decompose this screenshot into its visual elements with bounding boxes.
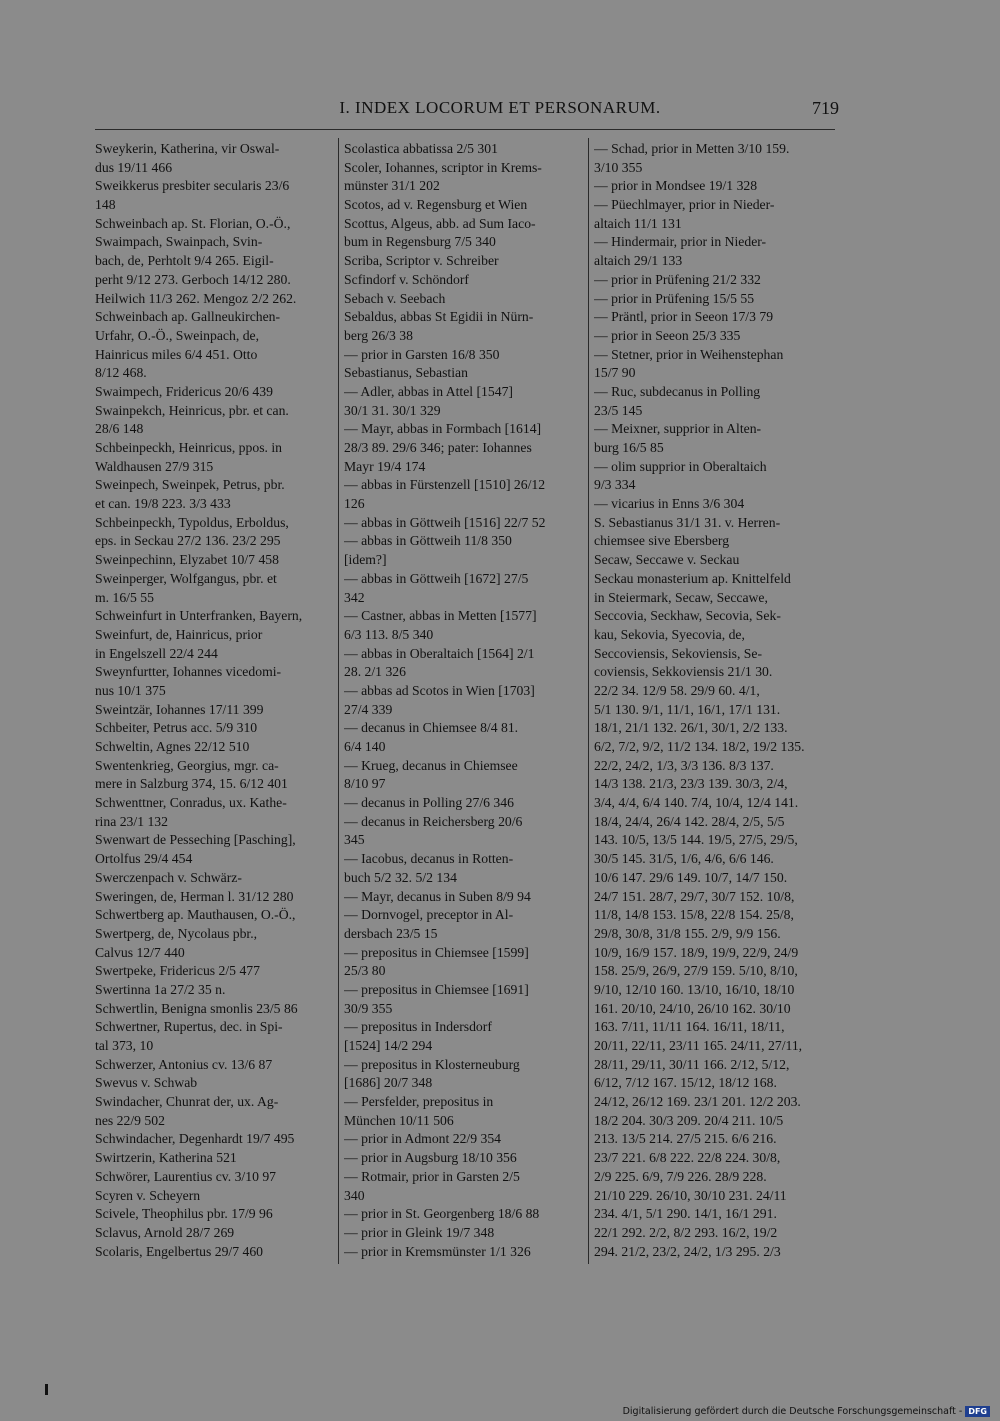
index-line: — Krueg, decanus in Chiemsee <box>344 757 518 773</box>
index-line: 21/10 229. 26/10, 30/10 231. 24/11 <box>594 1187 787 1203</box>
index-line: — prior in St. Georgenberg 18/6 88 <box>344 1206 540 1222</box>
index-line: — abbas in Oberaltaich [1564] 2/1 <box>344 645 535 661</box>
index-line: — prepositus in Chiemsee [1691] <box>344 981 529 997</box>
index-line: [1524] 14/2 294 <box>344 1038 433 1053</box>
index-line: — prepositus in Indersdorf <box>344 1019 492 1035</box>
index-line: Schbeinpeckh, Typoldus, Erboldus, <box>95 514 289 530</box>
index-line: [1686] 20/7 348 <box>344 1075 433 1091</box>
index-line: in Steiermark, Secaw, Seccawe, <box>594 589 768 605</box>
index-line: — Iacobus, decanus in Rotten- <box>344 851 514 867</box>
index-line: — Castner, abbas in Metten [1577] <box>344 608 537 624</box>
index-line: 22/2 34. 12/9 58. 29/9 60. 4/1, <box>594 682 760 698</box>
index-line: Sclavus, Arnold 28/7 269 <box>95 1224 235 1240</box>
index-line: Sebaldus, abbas St Egidii in Nürn- <box>344 309 534 325</box>
index-line: 30/5 145. 31/5, 1/6, 4/6, 6/6 146. <box>594 851 774 867</box>
index-line: 6/3 113. 8/5 340 <box>344 626 434 642</box>
index-line: 14/3 138. 21/3, 23/3 139. 30/3, 2/4, <box>594 776 788 792</box>
index-line: S. Sebastianus 31/1 31. v. Herren- <box>594 514 781 530</box>
index-line: 6/4 140 <box>344 739 386 754</box>
index-line: — prior in Gleink 19/7 348 <box>344 1224 495 1240</box>
index-line: 30/9 355 <box>344 1000 393 1016</box>
index-line: Schweinbach ap. St. Florian, O.-Ö., <box>95 215 291 231</box>
index-line: Scfindorf v. Schöndorf <box>344 271 469 287</box>
index-line: Schwertberg ap. Mauthausen, O.-Ö., <box>95 907 296 923</box>
index-column-3 <box>594 140 836 1261</box>
index-line: Waldhausen 27/9 315 <box>95 458 214 474</box>
index-line: — Meixner, supprior in Alten- <box>594 421 762 437</box>
index-line: — Persfelder, prepositus in <box>344 1094 494 1110</box>
scan-mark <box>45 1384 48 1395</box>
index-line: 8/12 468. <box>95 365 147 381</box>
index-line: 234. 4/1, 5/1 290. 14/1, 16/1 291. <box>594 1206 777 1222</box>
index-line: Schwerzer, Antonius cv. 13/6 87 <box>95 1056 273 1072</box>
index-line: Swainpekch, Heinricus, pbr. et can. <box>95 402 289 418</box>
index-column-1 <box>95 140 333 1261</box>
index-line: altaich 11/1 131 <box>594 215 682 231</box>
index-column-2 <box>344 140 584 1261</box>
index-line: — abbas ad Scotos in Wien [1703] <box>344 682 535 698</box>
index-line: 10/9, 16/9 157. 18/9, 19/9, 22/9, 24/9 <box>594 944 799 960</box>
index-line: Schwertlin, Benigna smonlis 23/5 86 <box>95 1000 298 1016</box>
index-line: 161. 20/10, 24/10, 26/10 162. 30/10 <box>594 1000 791 1016</box>
index-line: Swaimpech, Fridericus 20/6 439 <box>95 383 273 399</box>
index-line: m. 16/5 55 <box>95 589 154 605</box>
index-line: burg 16/5 85 <box>594 440 664 455</box>
index-line: 18/4, 24/4, 26/4 142. 28/4, 2/5, 5/5 <box>594 813 785 829</box>
index-line: Scolastica abbatissa 2/5 301 <box>344 141 498 156</box>
index-line: Scolaris, Engelbertus 29/7 460 <box>95 1243 264 1259</box>
index-line: Schwörer, Laurentius cv. 3/10 97 <box>95 1168 277 1184</box>
index-line: — decanus in Polling 27/6 346 <box>344 795 514 811</box>
index-line: 29/8, 30/8, 31/8 155. 2/9, 9/9 156. <box>594 925 781 941</box>
index-line: — Mayr, abbas in Formbach [1614] <box>344 421 542 437</box>
index-line: tal 373, 10 <box>95 1038 154 1053</box>
index-line: — Rotmair, prior in Garsten 2/5 <box>344 1168 520 1184</box>
index-line: Sweinpech, Sweinpek, Petrus, pbr. <box>95 477 285 493</box>
index-line: coviensis, Sekkoviensis 21/1 30. <box>594 664 773 680</box>
index-line: Seccovia, Seckhaw, Secovia, Sek- <box>594 608 781 624</box>
index-line: — prior in Prüfening 21/2 332 <box>594 271 761 287</box>
index-line: 158. 25/9, 26/9, 27/9 159. 5/10, 8/10, <box>594 963 798 979</box>
index-line: 8/10 97 <box>344 776 386 792</box>
index-line: 20/11, 22/11, 23/11 165. 24/11, 27/11, <box>594 1038 803 1053</box>
index-line: Schweinbach ap. Gallneukirchen- <box>95 309 281 325</box>
index-line: 24/12, 26/12 169. 23/1 201. 12/2 203. <box>594 1094 801 1110</box>
index-line: Schwenttner, Conradus, ux. Kathe- <box>95 795 287 811</box>
running-title: I. INDEX LOCORUM ET PERSONARUM. <box>339 98 661 117</box>
index-line: Sweinfurt, de, Hainricus, prior <box>95 626 263 642</box>
index-line: 30/1 31. 30/1 329 <box>344 402 441 418</box>
index-line: 18/2 204. 30/3 209. 20/4 211. 10/5 <box>594 1112 784 1128</box>
index-line: berg 26/3 38 <box>344 327 413 343</box>
index-line: Swevus v. Schwab <box>95 1075 198 1091</box>
index-line: rina 23/1 132 <box>95 813 168 829</box>
index-line: — prior in Seeon 25/3 335 <box>594 327 741 343</box>
index-line: 27/4 339 <box>344 701 393 717</box>
index-line: 2/9 225. 6/9, 7/9 226. 28/9 228. <box>594 1168 767 1184</box>
index-line: münster 31/1 202 <box>344 178 440 194</box>
index-line: — decanus in Chiemsee 8/4 81. <box>344 720 519 736</box>
index-line: et can. 19/8 223. 3/3 433 <box>95 496 231 512</box>
index-line: Swaimpach, Swainpach, Svin- <box>95 234 263 250</box>
index-line: Scriba, Scriptor v. Schreiber <box>344 253 499 269</box>
index-line: Sebastianus, Sebastian <box>344 365 468 381</box>
index-line: 10/6 147. 29/6 149. 10/7, 14/7 150. <box>594 869 788 885</box>
index-line: — Stetner, prior in Weihenstephan <box>594 346 784 362</box>
index-line: Schwertner, Rupertus, dec. in Spi- <box>95 1019 283 1035</box>
index-line: 143. 10/5, 13/5 144. 19/5, 27/5, 29/5, <box>594 832 798 848</box>
index-line: Swirtzerin, Katherina 521 <box>95 1150 237 1166</box>
index-line: — Mayr, decanus in Suben 8/9 94 <box>344 888 531 904</box>
index-line: — prior in Admont 22/9 354 <box>344 1131 502 1147</box>
index-line: Swindacher, Chunrat der, ux. Ag- <box>95 1094 279 1110</box>
index-line: — prepositus in Chiemsee [1599] <box>344 944 529 960</box>
index-line: Swentenkrieg, Georgius, mgr. ca- <box>95 757 279 773</box>
index-line: Swenwart de Pesseching [Pasching], <box>95 832 296 848</box>
index-line: Scottus, Algeus, abb. ad Sum Iaco- <box>344 215 536 231</box>
index-line: Scotos, ad v. Regensburg et Wien <box>344 197 528 213</box>
index-line: chiemsee sive Ebersberg <box>594 533 730 549</box>
index-line: München 10/11 506 <box>344 1112 454 1128</box>
index-line: — decanus in Reichersberg 20/6 <box>344 813 523 829</box>
index-line: — prior in Prüfening 15/5 55 <box>594 290 755 306</box>
index-line: 23/7 221. 6/8 222. 22/8 224. 30/8, <box>594 1150 781 1166</box>
index-line: 28/3 89. 29/6 346; pater: Iohannes <box>344 440 532 455</box>
index-line: Sweikkerus presbiter secularis 23/6 <box>95 178 290 194</box>
index-line: — abbas in Göttweih [1672] 27/5 <box>344 570 529 586</box>
dfg-logo: DFG <box>965 1406 990 1417</box>
index-line: 25/3 80 <box>344 963 386 979</box>
index-line: 9/10, 12/10 160. 13/10, 16/10, 18/10 <box>594 981 795 997</box>
index-line: kau, Sekovia, Syecovia, de, <box>594 626 745 642</box>
index-line: — prior in Mondsee 19/1 328 <box>594 178 758 194</box>
index-line: eps. in Seckau 27/2 136. 23/2 295 <box>95 533 281 549</box>
index-line: — prior in Garsten 16/8 350 <box>344 346 500 362</box>
index-line: mere in Salzburg 374, 15. 6/12 401 <box>95 776 288 792</box>
index-line: — abbas in Göttweih 11/8 350 <box>344 533 512 549</box>
index-line: 18/1, 21/1 132. 26/1, 30/1, 2/2 133. <box>594 720 788 736</box>
index-line: Swertinna 1a 27/2 35 n. <box>95 981 226 997</box>
index-line: Scivele, Theophilus pbr. 17/9 96 <box>95 1206 273 1222</box>
index-line: — Schad, prior in Metten 3/10 159. <box>594 141 790 156</box>
index-line: Sweringen, de, Herman l. 31/12 280 <box>95 888 294 904</box>
index-line: 6/2, 7/2, 9/2, 11/2 134. 18/2, 19/2 135. <box>594 739 805 754</box>
index-line: — Präntl, prior in Seeon 17/3 79 <box>594 309 774 325</box>
index-line: — prior in Augsburg 18/10 356 <box>344 1150 517 1166</box>
index-line: altaich 29/1 133 <box>594 253 683 269</box>
index-line: Hainricus miles 6/4 451. Otto <box>95 346 258 362</box>
index-line: Scoler, Iohannes, scriptor in Krems- <box>344 159 542 175</box>
index-line: Schbeinpeckh, Heinricus, ppos. in <box>95 440 283 455</box>
index-line: Schbeiter, Petrus acc. 5/9 310 <box>95 720 258 736</box>
header-rule <box>95 129 835 130</box>
index-line: Sweinpechinn, Elyzabet 10/7 458 <box>95 552 279 568</box>
index-line: [idem?] <box>344 552 387 568</box>
index-line: Swerczenpach v. Schwärz- <box>95 869 242 885</box>
index-line: 340 <box>344 1187 365 1203</box>
page-number: 719 <box>812 98 839 118</box>
index-line: Schwindacher, Degenhardt 19/7 495 <box>95 1131 295 1147</box>
index-line: 148 <box>95 197 116 213</box>
index-line: buch 5/2 32. 5/2 134 <box>344 869 457 885</box>
index-line: Schweltin, Agnes 22/12 510 <box>95 739 250 754</box>
index-line: Heilwich 11/3 262. Mengoz 2/2 262. <box>95 290 297 306</box>
index-line: 28. 2/1 326 <box>344 664 406 680</box>
index-line: 24/7 151. 28/7, 29/7, 30/7 152. 10/8, <box>594 888 795 904</box>
index-line: 9/3 334 <box>594 477 636 493</box>
index-line: Scyren v. Scheyern <box>95 1187 201 1203</box>
index-line: — vicarius in Enns 3/6 304 <box>594 496 745 512</box>
index-line: 213. 13/5 214. 27/5 215. 6/6 216. <box>594 1131 777 1147</box>
index-line: 15/7 90 <box>594 365 636 381</box>
index-line: in Engelszell 22/4 244 <box>95 645 218 661</box>
index-line: dus 19/11 466 <box>95 159 173 175</box>
index-line: Swertperg, de, Nycolaus pbr., <box>95 925 258 941</box>
index-line: Sweynfurtter, Iohannes vicedomi- <box>95 664 282 680</box>
index-line: — Ruc, subdecanus in Polling <box>594 383 761 399</box>
index-line: Swertpeke, Fridericus 2/5 477 <box>95 963 260 979</box>
index-line: Ortolfus 29/4 454 <box>95 851 193 867</box>
index-line: Calvus 12/7 440 <box>95 944 185 960</box>
footer-text: Digitalisierung gefördert durch die Deutsche Forschungsgemeinschaft - <box>622 1406 963 1417</box>
index-line: 294. 21/2, 23/2, 24/2, 1/3 295. 2/3 <box>594 1243 781 1259</box>
index-line: perht 9/12 273. Gerboch 14/12 280. <box>95 271 291 287</box>
column-divider <box>338 138 339 1264</box>
index-line: — Püechlmayer, prior in Nieder- <box>594 197 775 213</box>
index-line: Schweinfurt in Unterfranken, Bayern, <box>95 608 303 624</box>
index-line: 342 <box>344 589 365 605</box>
index-line: Sweintzär, Iohannes 17/11 399 <box>95 701 264 717</box>
index-line: Sweykerin, Katherina, vir Oswal- <box>95 141 280 156</box>
index-line: 5/1 130. 9/1, 11/1, 16/1, 17/1 131. <box>594 701 781 717</box>
index-line: 3/4, 4/4, 6/4 140. 7/4, 10/4, 12/4 141. <box>594 795 799 811</box>
index-line: dersbach 23/5 15 <box>344 925 438 941</box>
index-line: Seckau monasterium ap. Knittelfeld <box>594 570 791 586</box>
index-line: 22/2, 24/2, 1/3, 3/3 136. 8/3 137. <box>594 757 774 773</box>
index-line: nus 10/1 375 <box>95 682 166 698</box>
index-line: 345 <box>344 832 365 848</box>
index-line: Seccoviensis, Sekoviensis, Se- <box>594 645 763 661</box>
index-line: 163. 7/11, 11/11 164. 16/11, 18/11, <box>594 1019 785 1035</box>
index-line: — olim supprior in Oberaltaich <box>594 458 767 474</box>
index-line: nes 22/9 502 <box>95 1112 165 1128</box>
index-line: Mayr 19/4 174 <box>344 458 426 474</box>
index-line: Sebach v. Seebach <box>344 290 446 306</box>
index-line: Secaw, Seccawe v. Seckau <box>594 552 740 568</box>
index-line: 23/5 145 <box>594 402 643 418</box>
index-line: 6/12, 7/12 167. 15/12, 18/12 168. <box>594 1075 777 1091</box>
index-line: — Adler, abbas in Attel [1547] <box>344 383 513 399</box>
index-line: bum in Regensburg 7/5 340 <box>344 234 496 250</box>
index-line: 126 <box>344 496 365 512</box>
index-line: 28/11, 29/11, 30/11 166. 2/12, 5/12, <box>594 1056 790 1072</box>
index-line: 28/6 148 <box>95 421 144 437</box>
footer-credit <box>623 1406 990 1417</box>
index-line: — Hindermair, prior in Nieder- <box>594 234 767 250</box>
index-line: 11/8, 14/8 153. 15/8, 22/8 154. 25/8, <box>594 907 794 923</box>
index-line: — prior in Kremsmünster 1/1 326 <box>344 1243 531 1259</box>
index-line: — abbas in Fürstenzell [1510] 26/12 <box>344 477 546 493</box>
index-line: 22/1 292. 2/2, 8/2 293. 16/2, 19/2 <box>594 1224 778 1240</box>
index-line: 3/10 355 <box>594 159 643 175</box>
index-line: Sweinperger, Wolfgangus, pbr. et <box>95 570 277 586</box>
index-line: bach, de, Perhtolt 9/4 265. Eigil- <box>95 253 274 269</box>
index-line: — Dornvogel, preceptor in Al- <box>344 907 514 923</box>
column-divider <box>588 138 589 1264</box>
index-line: — abbas in Göttweih [1516] 22/7 52 <box>344 514 546 530</box>
index-line: — prepositus in Klosterneuburg <box>344 1056 520 1072</box>
page-header <box>0 98 1000 124</box>
index-line: Urfahr, O.-Ö., Sweinpach, de, <box>95 327 260 343</box>
